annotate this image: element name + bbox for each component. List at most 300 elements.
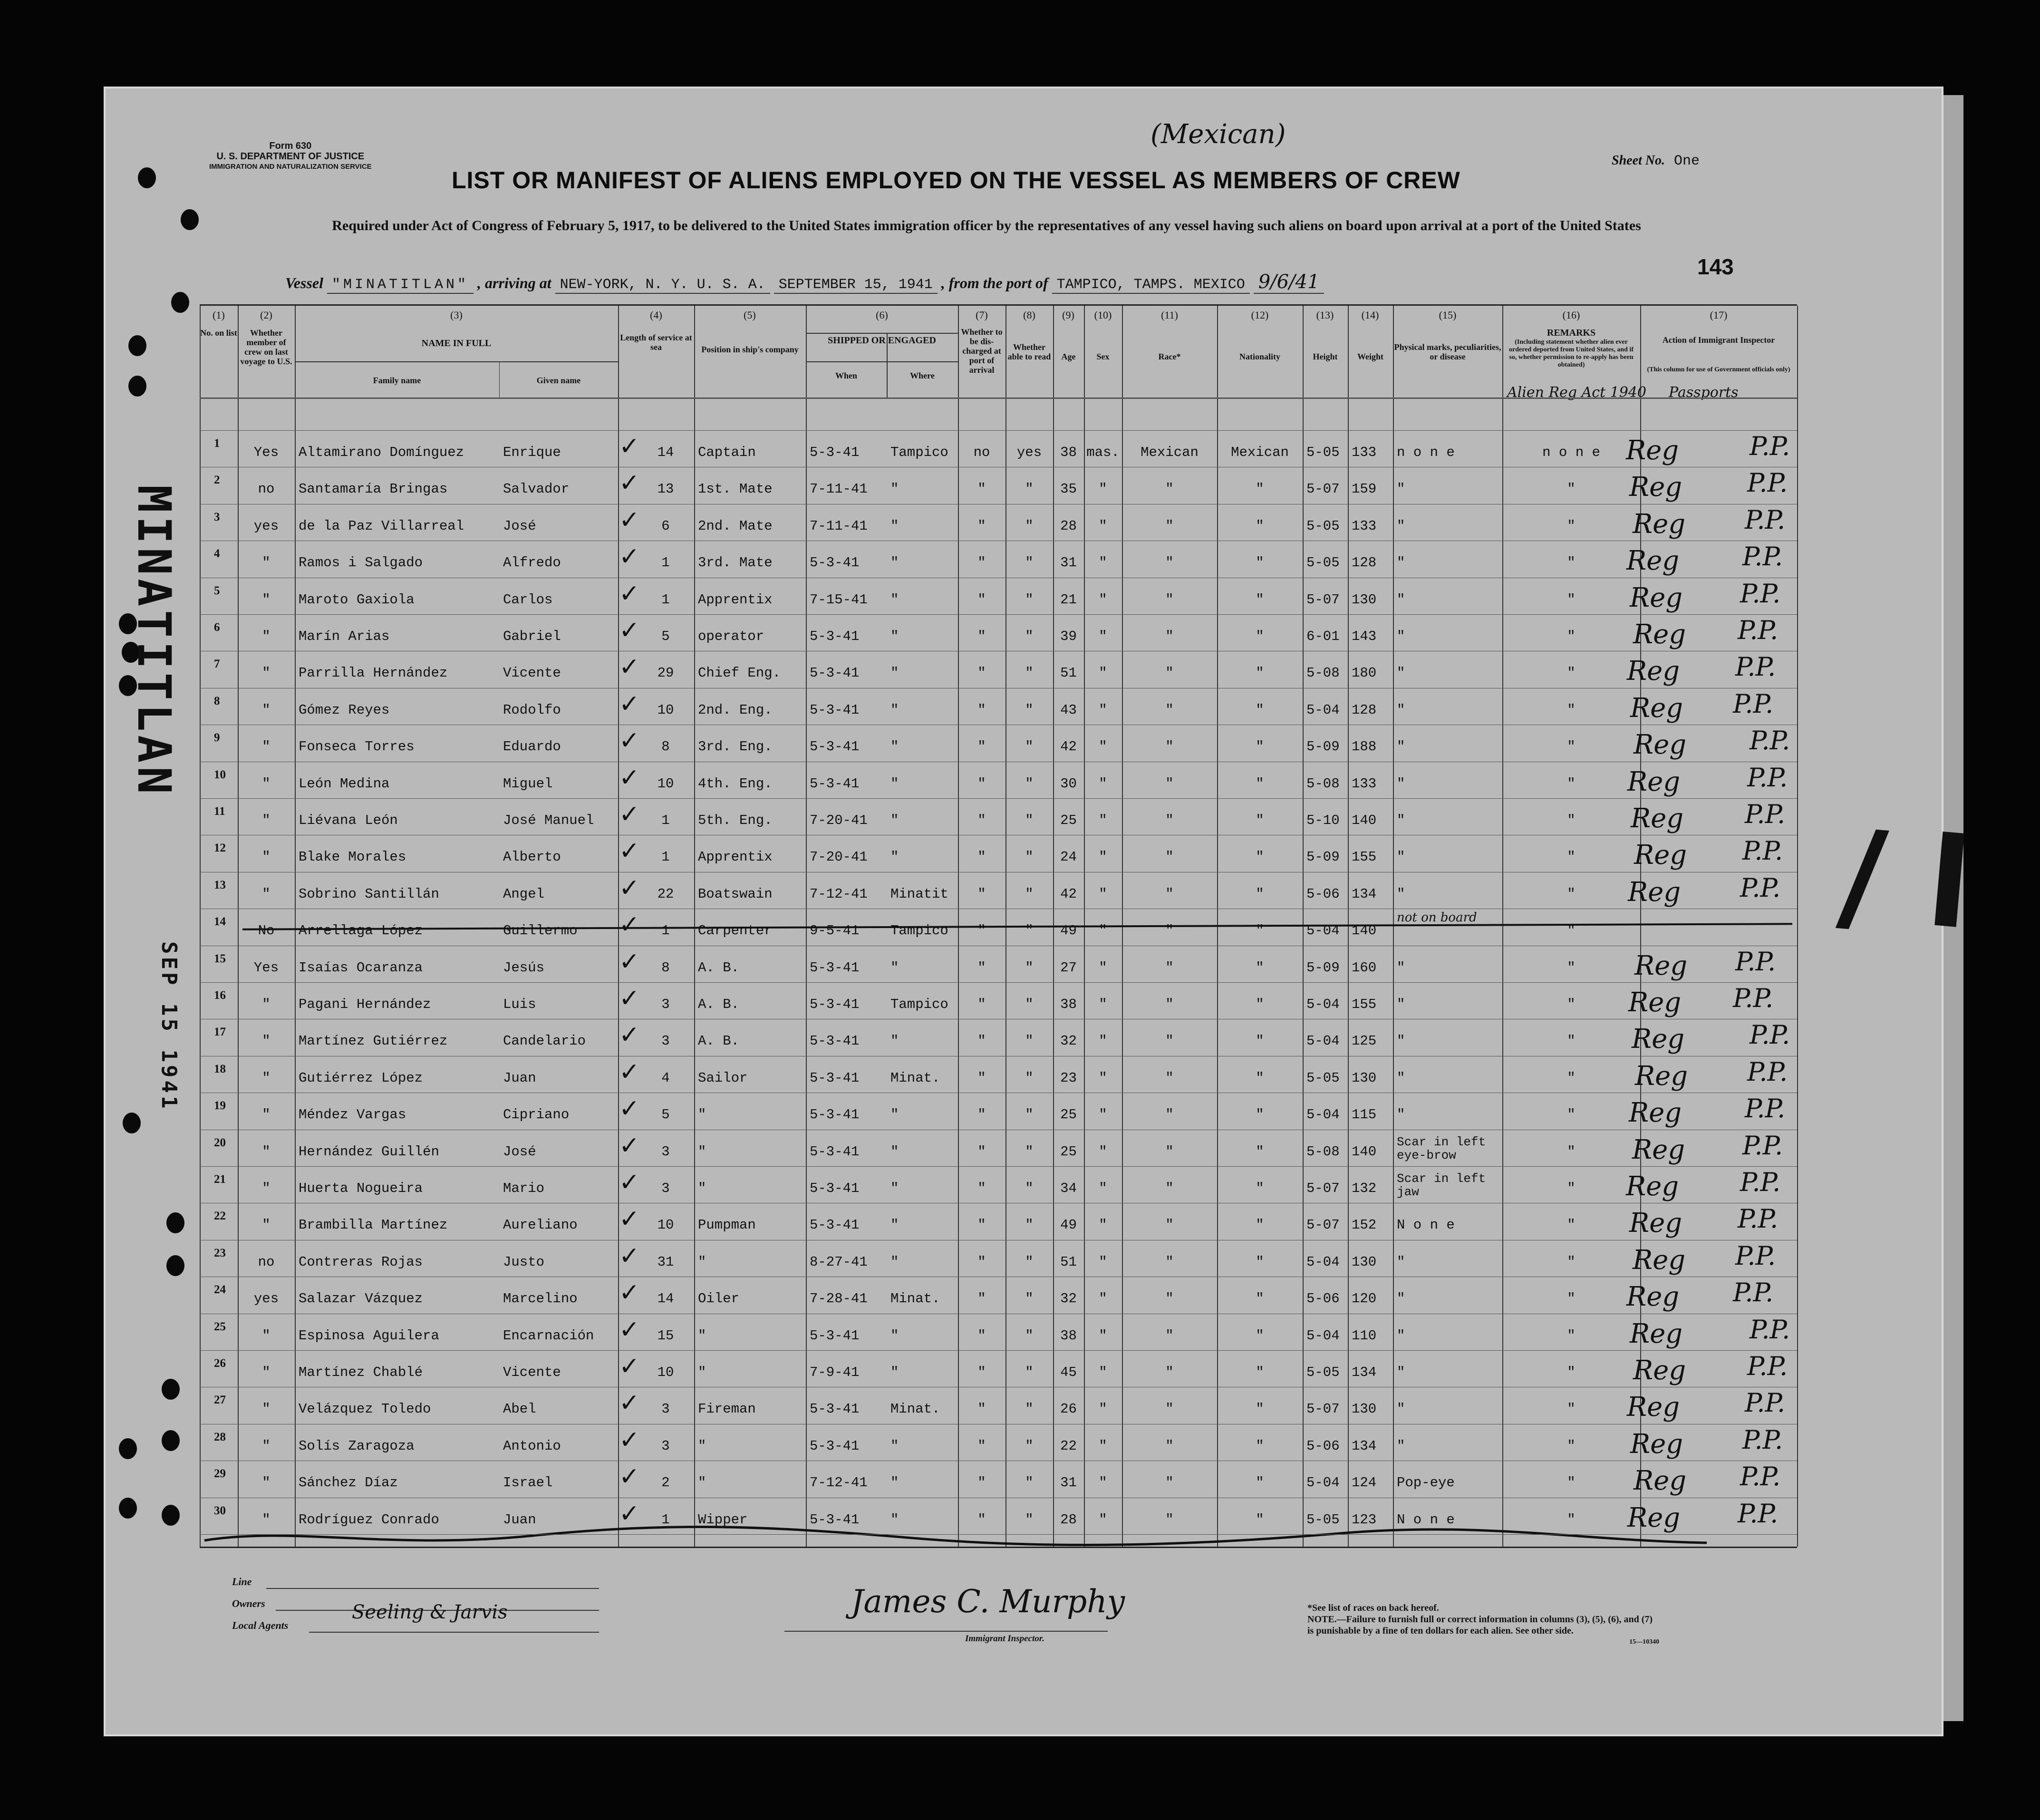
- arrival-date: SEPTEMBER 15, 1941: [774, 277, 938, 294]
- cell-when: 7-9-41: [810, 1365, 860, 1380]
- check-mark: ✓: [619, 1499, 640, 1528]
- header-member: Whether member of crew on last voyage to U.S.: [240, 328, 292, 366]
- cell-family: Liévana León: [299, 813, 398, 828]
- cell-length: 3: [661, 1033, 670, 1049]
- cell-given: Candelario: [503, 1033, 586, 1049]
- form-code: 15—10340: [1629, 1638, 1659, 1646]
- reg-mark: Reg: [1630, 1318, 1683, 1349]
- cell-member: ": [262, 849, 271, 865]
- row-number: 29: [214, 1467, 226, 1481]
- cell-position: 1st. Mate: [698, 481, 773, 497]
- cell-height: 5-07: [1306, 1401, 1340, 1417]
- column-divider: [887, 333, 888, 397]
- cell-race: ": [1165, 1401, 1174, 1417]
- cell-given: Marcelino: [503, 1291, 578, 1307]
- cell-when: 5-3-41: [810, 775, 860, 792]
- cell-weight: 110: [1352, 1327, 1377, 1344]
- cell-length: 10: [657, 702, 674, 718]
- cell-read: ": [1025, 1107, 1034, 1123]
- cell-sex: mas.: [1086, 445, 1120, 460]
- row-number: 2: [214, 474, 220, 487]
- cell-read: ": [1025, 1475, 1034, 1491]
- column-divider: [694, 306, 695, 1547]
- cell-race: ": [1165, 518, 1174, 534]
- pp-mark: P.P.: [1742, 1130, 1783, 1161]
- cell-weight: 159: [1352, 481, 1377, 497]
- cell-where: ": [890, 849, 899, 865]
- cell-height: 5-04: [1306, 923, 1340, 939]
- cell-sex: ": [1099, 923, 1107, 939]
- cell-read: ": [1025, 849, 1034, 865]
- check-mark: ✓: [619, 505, 640, 534]
- cell-sex: ": [1099, 1181, 1107, 1196]
- vessel-line: [285, 271, 1324, 293]
- cell-when: 5-3-41: [810, 1217, 860, 1233]
- from-port: TAMPICO, TAMPS. MEXICO: [1052, 277, 1250, 294]
- cell-discharged: ": [977, 629, 986, 644]
- cell-given: Abel: [503, 1401, 536, 1417]
- cell-remarks: ": [1567, 1327, 1576, 1344]
- cell-nationality: ": [1256, 1511, 1264, 1528]
- cell-physical: Pop-eye: [1397, 1475, 1455, 1491]
- reg-mark: Reg: [1627, 1392, 1680, 1423]
- cell-height: 5-09: [1306, 849, 1340, 865]
- cell-nationality: Mexican: [1231, 445, 1289, 460]
- pp-mark: P.P.: [1738, 1204, 1779, 1234]
- cell-physical: ": [1397, 555, 1405, 571]
- cell-member: ": [262, 813, 271, 828]
- cell-member: ": [262, 1033, 271, 1049]
- column-number: (14): [1361, 309, 1379, 321]
- pp-mark: P.P.: [1740, 578, 1781, 609]
- row-divider: [200, 1166, 1797, 1167]
- pp-mark: P.P.: [1747, 1351, 1788, 1381]
- cell-where: ": [890, 481, 899, 497]
- pp-mark: P.P.: [1733, 983, 1774, 1013]
- cell-height: 5-04: [1306, 1254, 1340, 1270]
- check-mark: ✓: [619, 910, 640, 939]
- cell-where: ": [890, 1033, 899, 1049]
- cell-physical: ": [1397, 1438, 1405, 1454]
- cell-nationality: ": [1256, 1475, 1264, 1491]
- cell-family: Marín Arias: [299, 629, 390, 644]
- owners-label: Owners: [232, 1597, 265, 1609]
- cell-remarks: ": [1567, 1511, 1576, 1528]
- check-mark: ✓: [619, 1315, 640, 1344]
- cell-nationality: ": [1256, 923, 1264, 939]
- cell-weight: 134: [1352, 886, 1377, 902]
- check-mark: ✓: [619, 1425, 640, 1454]
- cell-member: Yes: [253, 445, 279, 460]
- closing-wave-line: [200, 1521, 1721, 1550]
- row-divider: [200, 798, 1797, 799]
- cell-read: ": [1025, 555, 1034, 571]
- cell-discharged: ": [977, 1070, 986, 1086]
- cell-race: Mexican: [1141, 445, 1199, 460]
- cell-height: 5-09: [1306, 959, 1340, 976]
- cell-remarks: ": [1567, 813, 1576, 828]
- cell-family: Arrellaga López: [299, 923, 423, 939]
- cell-family: Sobrino Santillán: [299, 886, 439, 902]
- cell-position: ": [698, 1438, 706, 1454]
- cell-height: 5-09: [1306, 739, 1340, 755]
- cell-remarks: ": [1567, 923, 1576, 939]
- cell-where: ": [890, 1181, 899, 1196]
- cell-when: 8-27-41: [810, 1254, 868, 1270]
- pp-mark: P.P.: [1742, 542, 1783, 572]
- cell-physical: N o n e: [1397, 1217, 1455, 1233]
- line-label: Line: [232, 1576, 252, 1588]
- cell-length: 1: [661, 813, 670, 828]
- column-divider: [1797, 306, 1798, 1547]
- penalty-note: NOTE.—Failure to furnish full or correct information in columns (3), (5), (6), and (7) is punishable by a fine of ten dollars for each alien. See other side.: [1307, 1614, 1653, 1636]
- cell-when: 5-3-41: [810, 665, 860, 681]
- row-number: 4: [214, 547, 220, 561]
- cell-remarks: ": [1567, 629, 1576, 644]
- cell-position: 2nd. Mate: [698, 518, 773, 534]
- cell-read: ": [1025, 702, 1034, 718]
- cell-family: Brambilla Martínez: [299, 1217, 448, 1233]
- check-mark: ✓: [619, 1352, 640, 1381]
- cell-physical: N o n e: [1397, 1511, 1455, 1528]
- cell-remarks: ": [1567, 1254, 1576, 1270]
- reg-mark: Reg: [1630, 692, 1683, 724]
- check-mark: ✓: [619, 1278, 640, 1307]
- cell-discharged: ": [977, 1254, 986, 1270]
- cell-age: 38: [1060, 1327, 1077, 1344]
- reg-mark: Reg: [1634, 1465, 1687, 1497]
- pp-mark: P.P.: [1745, 799, 1786, 829]
- header-action-sub: (This column for use of Government officials only): [1647, 366, 1790, 373]
- cell-nationality: ": [1256, 665, 1264, 681]
- pp-mark: P.P.: [1740, 872, 1781, 903]
- cell-family: Parrilla Hernández: [299, 665, 448, 681]
- row-number: 10: [214, 768, 226, 781]
- cell-given: Vicente: [503, 1365, 561, 1380]
- cell-position: 5th. Eng.: [698, 813, 773, 828]
- row-number: 28: [214, 1430, 226, 1443]
- cell-nationality: ": [1256, 1033, 1264, 1049]
- cell-nationality: ": [1256, 813, 1264, 828]
- cell-remarks: ": [1567, 1143, 1576, 1160]
- cell-family: Huerta Nogueira: [299, 1181, 423, 1196]
- cell-length: 1: [661, 849, 670, 865]
- cell-when: 5-3-41: [810, 997, 860, 1012]
- cell-when: 9-5-41: [810, 923, 860, 939]
- page-title: LIST OR MANIFEST OF ALIENS EMPLOYED ON THE VESSEL AS MEMBERS OF CREW: [452, 167, 1460, 194]
- cell-physical: ": [1397, 997, 1405, 1012]
- cell-member: ": [262, 886, 271, 902]
- header-name: NAME IN FULL: [421, 338, 492, 349]
- cell-physical: ": [1397, 1291, 1405, 1307]
- cell-where: ": [890, 1327, 899, 1344]
- cell-when: 5-3-41: [810, 1143, 860, 1160]
- row-number: 11: [214, 805, 225, 818]
- cell-height: 5-04: [1306, 1107, 1340, 1123]
- cell-race: ": [1165, 775, 1174, 792]
- pp-mark: P.P.: [1742, 1424, 1783, 1455]
- reg-mark: Reg: [1631, 803, 1684, 834]
- cell-position: ": [698, 1143, 706, 1160]
- cell-read: ": [1025, 1143, 1034, 1160]
- cell-race: ": [1165, 1143, 1174, 1160]
- header-rule: [806, 333, 958, 334]
- cell-race: ": [1165, 665, 1174, 681]
- cell-discharged: ": [977, 1327, 986, 1344]
- cell-sex: ": [1099, 849, 1107, 865]
- cell-remarks: ": [1567, 1033, 1576, 1049]
- cell-remarks: ": [1567, 1107, 1576, 1123]
- cell-remarks: ": [1567, 702, 1576, 718]
- cell-read: ": [1025, 1217, 1034, 1233]
- cell-read: ": [1025, 1254, 1034, 1270]
- row-number: 8: [214, 694, 220, 707]
- row-number: 30: [214, 1504, 226, 1517]
- cell-height: 5-05: [1306, 1070, 1340, 1086]
- check-mark: ✓: [619, 984, 640, 1013]
- header-length: Length of service at sea: [620, 333, 692, 352]
- cell-member: no: [258, 481, 275, 497]
- cell-given: Luis: [503, 997, 536, 1012]
- cell-given: Guillermo: [503, 923, 578, 939]
- cell-weight: 180: [1352, 665, 1377, 681]
- cell-remarks: ": [1567, 1291, 1576, 1307]
- from-label: , from the port of: [941, 274, 1048, 291]
- cell-remarks: ": [1567, 775, 1576, 792]
- check-mark: ✓: [619, 432, 640, 461]
- column-number: (16): [1562, 309, 1580, 321]
- cell-member: yes: [253, 1291, 279, 1307]
- cell-when: 5-3-41: [810, 702, 860, 718]
- row-number: 25: [214, 1320, 226, 1333]
- cell-length: 1: [661, 923, 670, 939]
- cell-sex: ": [1099, 481, 1107, 497]
- cell-length: 1: [661, 555, 670, 571]
- cell-discharged: ": [977, 886, 986, 902]
- cell-given: José: [503, 518, 536, 534]
- header-height: Height: [1313, 352, 1338, 361]
- cell-discharged: ": [977, 555, 986, 571]
- header-given: Given name: [536, 376, 581, 385]
- cell-family: Rodríguez Conrado: [299, 1511, 439, 1528]
- cell-age: 32: [1060, 1291, 1077, 1307]
- cell-sex: ": [1099, 997, 1107, 1012]
- arriving-port: NEW-YORK, N. Y. U. S. A.: [555, 277, 770, 294]
- header-rule: [295, 361, 618, 362]
- column-number: (5): [744, 309, 756, 321]
- cell-discharged: ": [977, 813, 986, 828]
- cell-race: ": [1165, 1107, 1174, 1123]
- row-divider: [200, 1350, 1797, 1351]
- pp-mark: P.P.: [1747, 1056, 1788, 1087]
- cell-weight: 140: [1352, 813, 1377, 828]
- cell-when: 5-3-41: [810, 445, 860, 460]
- cell-age: 31: [1060, 1475, 1077, 1491]
- inspector-label: Immigrant Inspector.: [965, 1634, 1044, 1644]
- cell-member: ": [262, 702, 271, 718]
- cell-member: ": [262, 1401, 271, 1417]
- vessel-name: "MINATITLAN": [327, 277, 474, 294]
- pp-mark: P.P.: [1750, 1020, 1790, 1050]
- cell-discharged: ": [977, 481, 986, 497]
- cell-weight: 140: [1352, 1143, 1377, 1160]
- cell-remarks: ": [1567, 1401, 1576, 1417]
- cell-race: ": [1165, 886, 1174, 902]
- reg-mark: Reg: [1632, 1024, 1685, 1055]
- cell-when: 5-3-41: [810, 739, 860, 755]
- cell-when: 5-3-41: [810, 555, 860, 571]
- cell-weight: 160: [1352, 959, 1377, 976]
- cell-given: Miguel: [503, 775, 553, 792]
- cell-member: ": [262, 1217, 271, 1233]
- row-number: 12: [214, 842, 226, 855]
- row-number: 22: [214, 1210, 226, 1223]
- cell-where: ": [890, 1217, 899, 1233]
- agents-field: [309, 1632, 599, 1633]
- cell-height: 5-08: [1306, 1143, 1340, 1160]
- cell-length: 10: [657, 1217, 674, 1233]
- cell-nationality: ": [1256, 518, 1264, 534]
- cell-age: 26: [1060, 1401, 1077, 1417]
- arriving-label: , arriving at: [477, 274, 551, 291]
- header-remarks: REMARKS: [1547, 328, 1596, 338]
- cell-nationality: ": [1256, 481, 1264, 497]
- cell-weight: 125: [1352, 1033, 1377, 1049]
- row-divider: [200, 430, 1797, 431]
- column-divider: [200, 306, 201, 1547]
- header-read: Whether able to read: [1007, 342, 1051, 361]
- cell-height: 5-06: [1306, 1291, 1340, 1307]
- cell-nationality: ": [1256, 1254, 1264, 1270]
- cell-remarks: ": [1567, 1365, 1576, 1380]
- binder-hole: [119, 1498, 137, 1519]
- cell-nationality: ": [1256, 1291, 1264, 1307]
- cell-remarks: ": [1567, 518, 1576, 534]
- check-mark: ✓: [619, 1057, 640, 1086]
- reg-mark: Reg: [1629, 472, 1682, 503]
- cell-age: 49: [1060, 1217, 1077, 1233]
- cell-weight: 134: [1352, 1365, 1377, 1380]
- form-header: [209, 141, 372, 172]
- cell-member: ": [262, 665, 271, 681]
- header-race: Race*: [1158, 352, 1181, 361]
- cell-race: ": [1165, 1365, 1174, 1380]
- reg-mark: Reg: [1633, 508, 1686, 540]
- cell-weight: 134: [1352, 1438, 1377, 1454]
- cell-age: 34: [1060, 1181, 1077, 1196]
- row-divider: [200, 614, 1797, 615]
- reg-mark: Reg: [1626, 435, 1679, 466]
- row-number: 24: [214, 1283, 226, 1297]
- cell-race: ": [1165, 1327, 1174, 1344]
- cell-race: ": [1165, 629, 1174, 644]
- page-subtitle: Required under Act of Congress of February 5, 1917, to be delivered to the United States immigration officer by the representatives of any vessel having such aliens on board upon arrival at a port of the United States: [332, 218, 1641, 233]
- cell-where: ": [890, 518, 899, 534]
- cell-sex: ": [1099, 1365, 1107, 1380]
- cell-physical: ": [1397, 813, 1405, 828]
- cell-family: Blake Morales: [299, 849, 406, 865]
- cell-position: Carpenter: [698, 923, 773, 939]
- cell-discharged: ": [977, 702, 986, 718]
- column-number: (8): [1023, 309, 1035, 321]
- check-mark: ✓: [619, 1205, 640, 1234]
- cell-family: Velázquez Toledo: [299, 1401, 431, 1417]
- cell-given: Cipriano: [503, 1107, 570, 1123]
- row-number: 7: [214, 658, 220, 671]
- column-number: (13): [1316, 309, 1334, 321]
- reg-mark: Reg: [1628, 987, 1682, 1018]
- cell-age: 27: [1060, 959, 1077, 976]
- cell-race: ": [1165, 481, 1174, 497]
- department-name: U. S. DEPARTMENT OF JUSTICE: [216, 151, 365, 162]
- reg-mark: Reg: [1627, 766, 1681, 797]
- cell-discharged: ": [977, 665, 986, 681]
- cell-length: 14: [657, 445, 674, 460]
- pp-mark: P.P.: [1750, 1314, 1790, 1345]
- cell-family: Gutiérrez López: [299, 1070, 423, 1086]
- cell-read: ": [1025, 1401, 1034, 1417]
- binder-hole: [166, 1255, 184, 1276]
- cell-discharged: ": [977, 591, 986, 608]
- cell-weight: 152: [1352, 1217, 1377, 1233]
- cell-where: ": [890, 1254, 899, 1270]
- cell-physical: ": [1397, 629, 1405, 644]
- cell-physical: ": [1397, 775, 1405, 792]
- pp-mark: P.P.: [1745, 1388, 1786, 1418]
- cell-sex: ": [1099, 555, 1107, 571]
- cell-given: Vicente: [503, 665, 561, 681]
- cell-when: 5-3-41: [810, 959, 860, 976]
- cell-race: ": [1165, 739, 1174, 755]
- cell-physical: not on board: [1397, 910, 1477, 925]
- cell-remarks: ": [1567, 1181, 1576, 1196]
- reg-mark: Reg: [1634, 729, 1687, 761]
- cell-position: ": [698, 1181, 706, 1196]
- header-remarks-sub: (Including statement whether alien ever ordered deported from United States, and if so, whether permission to re-apply has been obtained): [1509, 339, 1634, 368]
- cell-age: 35: [1060, 481, 1077, 497]
- cell-physical: n o n e: [1397, 445, 1455, 460]
- cell-sex: ": [1099, 1217, 1107, 1233]
- cell-length: 15: [657, 1327, 674, 1344]
- cell-family: Fonseca Torres: [299, 739, 415, 755]
- cell-family: Contreras Rojas: [299, 1254, 423, 1270]
- header-physical: Physical marks, peculiarities, or disease: [1394, 342, 1501, 361]
- cell-where: ": [890, 1438, 899, 1454]
- cell-remarks: ": [1567, 1438, 1576, 1454]
- cell-read: ": [1025, 1291, 1034, 1307]
- cell-physical: Scar in left eye-brow: [1397, 1134, 1486, 1162]
- column-number: (11): [1161, 309, 1178, 321]
- cell-where: ": [890, 775, 899, 792]
- cell-weight: 155: [1352, 849, 1377, 865]
- row-number: 23: [214, 1246, 226, 1259]
- cell-age: 23: [1060, 1070, 1077, 1086]
- cell-discharged: ": [977, 1181, 986, 1196]
- cell-member: ": [262, 1181, 271, 1196]
- reg-mark: Reg: [1626, 545, 1680, 577]
- cell-race: ": [1165, 1254, 1174, 1270]
- cell-weight: 115: [1352, 1107, 1377, 1123]
- cell-remarks: ": [1567, 1070, 1576, 1086]
- departure-date: 9/6/41: [1254, 271, 1325, 294]
- cell-read: ": [1025, 591, 1034, 608]
- cell-sex: ": [1099, 629, 1107, 644]
- cell-read: ": [1025, 629, 1034, 644]
- cell-position: 4th. Eng.: [698, 775, 773, 792]
- cell-discharged: ": [977, 1107, 986, 1123]
- cell-nationality: ": [1256, 1070, 1264, 1086]
- cell-physical: ": [1397, 1254, 1405, 1270]
